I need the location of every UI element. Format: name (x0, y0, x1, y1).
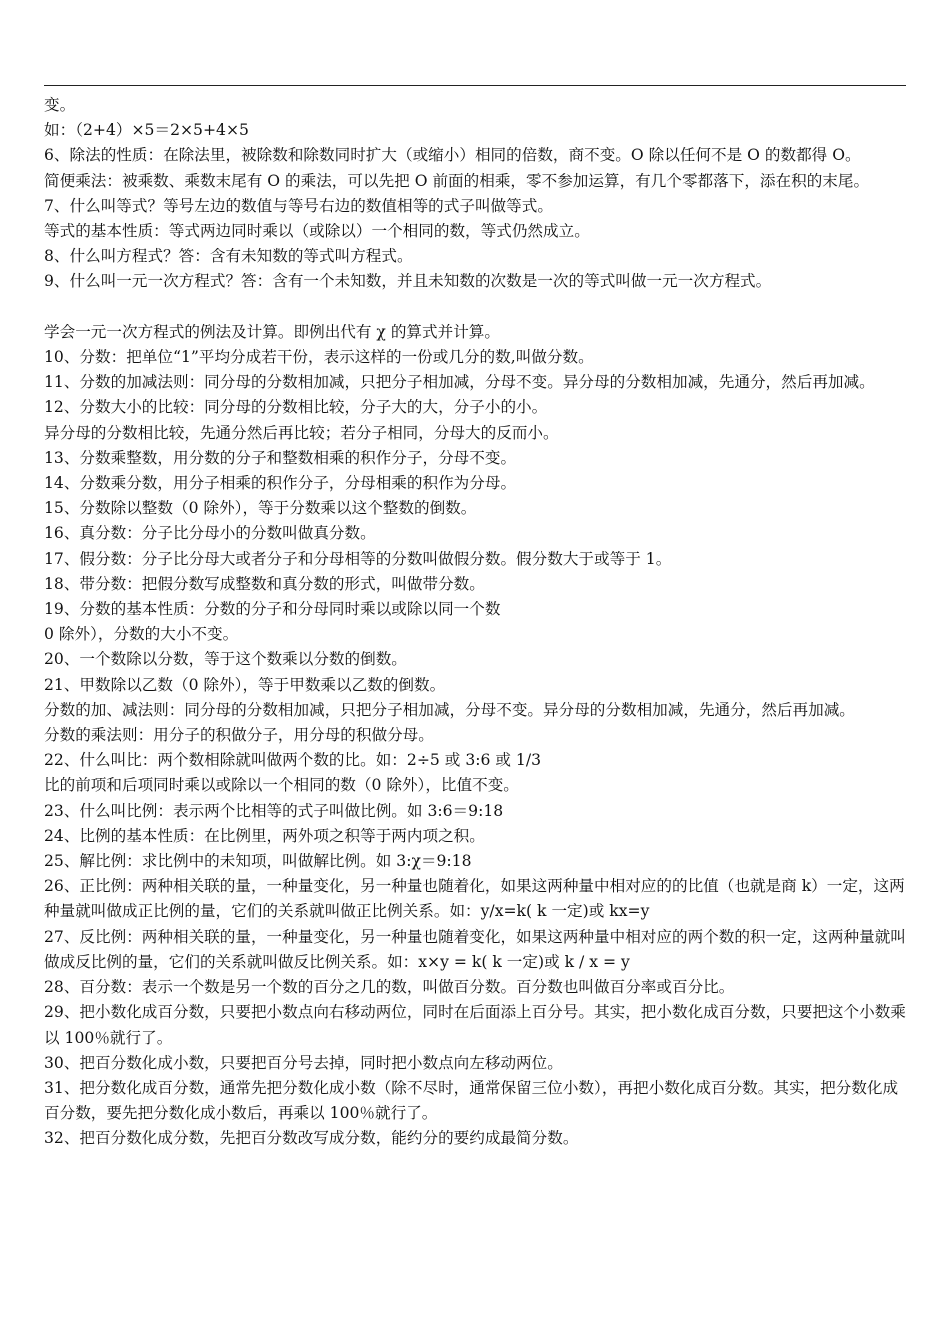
paragraph: 32、把百分数化成分数，先把百分数改写成分数，能约分的要约成最简分数。 (44, 1129, 579, 1148)
paragraph: 比的前项和后项同时乘以或除以一个相同的数（0 除外），比值不变。 (44, 776, 519, 795)
paragraph: 18、带分数：把假分数写成整数和真分数的形式，叫做带分数。 (44, 574, 485, 593)
paragraph: 简便乘法：被乘数、乘数末尾有 O 的乘法，可以先把 O 前面的相乘，零不参加运算，有几个零都落下，添在积的末尾。 (44, 171, 870, 190)
document-body (44, 93, 908, 1152)
paragraph: 12、分数大小的比较：同分母的分数相比较，分子大的大，分子小的小。 (44, 398, 548, 417)
paragraph: 29、把小数化成百分数，只要把小数点向右移动两位，同时在后面添上百分号。其实，把小数化成百分数，只要把这个小数乘以 100％就行了。 (44, 1003, 906, 1047)
paragraph: 6、除法的性质：在除法里，被除数和除数同时扩大（或缩小）相同的倍数，商不变。O 除以任何不是 O 的数都得 O。 (44, 146, 861, 165)
paragraph: 19、分数的基本性质：分数的分子和分母同时乘以或除以同一个数 (44, 600, 501, 619)
paragraph: 22、什么叫比：两个数相除就叫做两个数的比。如：2÷5 或 3:6 或 1/3 (44, 751, 542, 770)
paragraph: 异分母的分数相比较，先通分然后再比较；若分子相同，分母大的反而小。 (44, 423, 559, 442)
header-rule (44, 85, 906, 86)
paragraph: 21、甲数除以乙数（0 除外），等于甲数乘以乙数的倒数。 (44, 675, 446, 694)
paragraph: 23、什么叫比例：表示两个比相等的式子叫做比例。如 3:6＝9:18 (44, 801, 504, 820)
paragraph: 10、分数：把单位“1”平均分成若干份，表示这样的一份或几分的数,叫做分数。 (44, 348, 594, 367)
paragraph: 14、分数乘分数，用分子相乘的积作分子，分母相乘的积作为分母。 (44, 474, 517, 493)
paragraph: 17、假分数：分子比分母大或者分子和分母相等的分数叫做假分数。假分数大于或等于 1。 (44, 549, 672, 568)
paragraph: 7、什么叫等式？等号左边的数值与等号右边的数值相等的式子叫做等式。 (44, 196, 553, 215)
paragraph: 11、分数的加减法则：同分母的分数相加减，只把分子相加减，分母不变。异分母的分数相加减，先通分，然后再加减。 (44, 373, 875, 392)
paragraph: 26、正比例：两种相关联的量，一种量变化，另一种量也随着化，如果这两种量中相对应的的比值（也就是商 k）一定，这两种量就叫做成正比例的量，它们的关系就叫做正比例关系。如：y/x=k( k 一定)或 kx=y (44, 877, 905, 921)
paragraph: 20、一个数除以分数，等于这个数乘以分数的倒数。 (44, 650, 407, 669)
paragraph: 变。 (44, 96, 76, 114)
paragraph: 28、百分数：表示一个数是另一个数的百分之几的数，叫做百分数。百分数也叫做百分率或百分比。 (44, 978, 735, 997)
blank-line (44, 295, 908, 320)
paragraph: 31、把分数化成百分数，通常先把分数化成小数（除不尽时，通常保留三位小数），再把小数化成百分数。其实，把分数化成百分数，要先把分数化成小数后，再乘以 100％就行了。 (44, 1078, 899, 1123)
paragraph: 27、反比例：两种相关联的量，一种量变化，另一种量也随着变化，如果这两种量中相对应的两个数的积一定，这两种量就叫做成反比例的量，它们的关系就叫做反比例关系。如：x×y = k( k 一定)或 k / x = y (44, 927, 906, 971)
paragraph: 30、把百分数化成小数，只要把百分号去掉，同时把小数点向左移动两位。 (44, 1053, 563, 1072)
paragraph: 0 除外），分数的大小不变。 (44, 625, 239, 644)
paragraph: 25、解比例：求比例中的未知项，叫做解比例。如 3:χ＝9:18 (44, 852, 472, 871)
paragraph: 如：（2+4）×5＝2×5+4×5 (44, 121, 249, 140)
paragraph: 分数的乘法则：用分子的积做分子，用分母的积做分母。 (44, 726, 434, 745)
paragraph: 16、真分数：分子比分母小的分数叫做真分数。 (44, 524, 376, 543)
paragraph: 8、什么叫方程式？答：含有未知数的等式叫方程式。 (44, 247, 413, 266)
paragraph: 15、分数除以整数（0 除外），等于分数乘以这个整数的倒数。 (44, 499, 477, 518)
paragraph: 13、分数乘整数，用分数的分子和整数相乘的积作分子，分母不变。 (44, 448, 517, 467)
paragraph: 等式的基本性质：等式两边同时乘以（或除以）一个相同的数，等式仍然成立。 (44, 222, 590, 241)
paragraph: 学会一元一次方程式的例法及计算。即例出代有 χ 的算式并计算。 (44, 322, 500, 341)
paragraph: 分数的加、减法则：同分母的分数相加减，只把分子相加减，分母不变。异分母的分数相加减，先通分，然后再加减。 (44, 700, 855, 719)
paragraph: 24、比例的基本性质：在比例里，两外项之积等于两内项之积。 (44, 826, 485, 845)
paragraph: 9、什么叫一元一次方程式？答：含有一个未知数，并且未知数的次数是一次的等式叫做一元一次方程式。 (44, 272, 772, 291)
